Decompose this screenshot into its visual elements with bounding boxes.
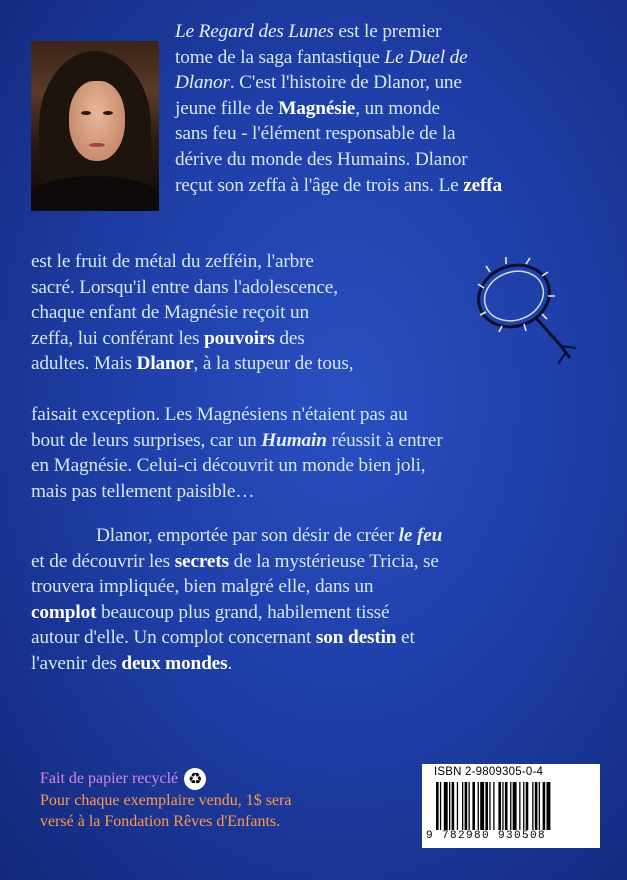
p3-line-3: en Magnésie. Celui-ci découvrit un monde bien joli, — [31, 455, 426, 477]
p1-line-2 — [175, 45, 595, 71]
donation-notice — [40, 790, 400, 832]
paragraph-intro — [175, 19, 595, 198]
isbn-barcode — [422, 764, 600, 848]
p2-l5-text: adultes. Mais — [31, 353, 137, 375]
paragraph-plot — [31, 523, 596, 677]
p2-line-5 — [31, 351, 456, 377]
barcode-digits: 9 782980 930508 — [426, 830, 547, 842]
photo-face — [69, 81, 125, 161]
barcode-bar — [462, 782, 463, 830]
barcode-bar — [505, 782, 508, 830]
p4-line-1 — [31, 523, 596, 549]
p1-l4-bold: Magnésie — [278, 97, 356, 119]
p3-l2-rest: réussit à entrer — [326, 429, 443, 451]
p4-l2-text: et de découvrir les — [31, 550, 175, 572]
p2-line-1: est le fruit de métal du zefféin, l'arbre — [31, 251, 314, 272]
p4-l5-bold: son destin — [315, 627, 397, 649]
p1-line-6: dérive du monde des Humains. Dlanor — [175, 148, 468, 170]
p4-l4-rest: beaucoup plus grand, habilement tissé — [96, 601, 390, 623]
saga-title-part1: Le Duel de — [384, 46, 468, 68]
p1-l4-text: jeune fille de — [175, 97, 279, 119]
p4-l4-bold: complot — [31, 601, 97, 623]
p1-line-5: sans feu - l'élément responsable de la — [175, 123, 456, 145]
donation-line-1: Pour chaque exemplaire vendu, 1$ sera — [40, 792, 292, 810]
barcode-bar — [519, 782, 520, 830]
p2-line-3: chaque enfant de Magnésie reçoit un — [31, 302, 309, 324]
p3-line-4: mais pas tellement paisible… — [31, 480, 255, 502]
p1-line-1 — [175, 19, 595, 45]
barcode-bar — [485, 782, 488, 830]
barcode-bar — [472, 782, 475, 830]
p2-l4-bold: pouvoirs — [204, 327, 275, 349]
p3-line-2 — [31, 428, 596, 454]
saga-title-part2: Dlanor — [175, 72, 230, 94]
barcode-bar — [480, 782, 484, 830]
p1-l3-rest: . C'est l'histoire de Dlanor, une — [229, 72, 462, 94]
book-title: Le Regard des Lunes — [175, 21, 334, 42]
barcode-bar — [452, 782, 455, 830]
photo-eye-right — [103, 111, 113, 115]
author-photo — [31, 41, 159, 211]
barcode-bar — [440, 782, 441, 830]
barcode-bar — [444, 782, 448, 830]
p3-l2-text: bout de leurs surprises, car un — [31, 429, 262, 451]
p4-line-4 — [31, 600, 596, 626]
barcode-bar — [543, 782, 546, 830]
barcode-bar — [539, 782, 540, 830]
barcode-bar — [547, 782, 551, 830]
p2-line-4 — [31, 326, 456, 352]
barcode-bar — [457, 782, 458, 830]
p1-l7-text: reçut son zeffa à l'âge de trois ans. Le — [175, 174, 464, 196]
barcode-bar — [493, 782, 494, 830]
p1-l4-rest: , un monde — [355, 97, 440, 119]
p4-line-2 — [31, 549, 596, 575]
barcode-bar — [535, 782, 538, 830]
p3-l2-bold-italic: Humain — [261, 429, 327, 451]
barcode-bar — [465, 782, 468, 830]
p2-l4-text: zeffa, lui conférant les — [31, 327, 205, 349]
p1-line-3 — [175, 70, 595, 96]
p4-l6-text: l'avenir des — [31, 652, 122, 674]
recycle-icon: ♻ — [184, 768, 206, 790]
magnifying-glass-thorn-icon — [466, 248, 586, 378]
barcode-bar — [449, 782, 450, 830]
barcode-bar — [436, 782, 439, 830]
recycled-text: Fait de papier recyclé — [40, 770, 179, 787]
p4-l2-bold: secrets — [174, 550, 229, 572]
barcode-bar — [510, 782, 511, 830]
isbn-label: ISBN 2-9809305-0-4 — [434, 766, 544, 778]
p1-line-7 — [175, 173, 595, 199]
barcode-bar — [489, 782, 490, 830]
barcode-bar — [523, 782, 524, 830]
p1-l2-text: tome de la saga fantastique — [175, 46, 385, 68]
p4-l1-text: Dlanor, emportée par son désir de créer — [96, 525, 399, 546]
recycled-notice — [40, 768, 400, 790]
p4-l2-rest: de la mystérieuse Tricia, se — [228, 550, 439, 572]
p4-l5-rest: et — [396, 627, 415, 649]
p2-line-2: sacré. Lorsqu'il entre dans l'adolescence, — [31, 276, 338, 298]
footer-notice — [40, 768, 400, 832]
barcode-bar — [526, 782, 529, 830]
barcode-bar — [469, 782, 470, 830]
p4-l6-bold: deux mondes — [121, 652, 228, 674]
p4-line-5 — [31, 625, 596, 651]
paragraph-zeffa — [31, 249, 456, 377]
p3-line-1: faisait exception. Les Magnésiens n'étaient pas au — [31, 404, 408, 425]
p1-l7-bold: zeffa — [463, 174, 503, 196]
p1-l1-rest: est le premier — [333, 21, 442, 42]
barcode-bar — [502, 782, 503, 830]
barcode-bar — [498, 782, 501, 830]
p2-l4-rest: des — [274, 327, 305, 349]
barcode-bar — [513, 782, 517, 830]
p4-l1-bold-italic: le feu — [398, 525, 443, 546]
p4-l5-text: autour d'elle. Un complot concernant — [31, 627, 316, 649]
donation-line-2: versé à la Fondation Rêves d'Enfants. — [40, 813, 281, 831]
paragraph-human — [31, 402, 596, 504]
barcode-bar — [532, 782, 533, 830]
p4-line-6 — [31, 651, 596, 677]
p2-l5-rest: , à la stupeur de tous, — [193, 353, 354, 375]
barcode-bar — [478, 782, 479, 830]
photo-eye-left — [81, 111, 91, 115]
photo-mouth — [89, 143, 105, 147]
p4-l6-rest: . — [227, 652, 233, 674]
p1-line-4 — [175, 96, 595, 122]
p2-l5-bold: Dlanor — [136, 353, 194, 375]
photo-shoulders — [31, 176, 159, 211]
p4-line-3: trouvera impliquée, bien malgré elle, dans un — [31, 576, 374, 598]
barcode-bars — [436, 782, 588, 830]
